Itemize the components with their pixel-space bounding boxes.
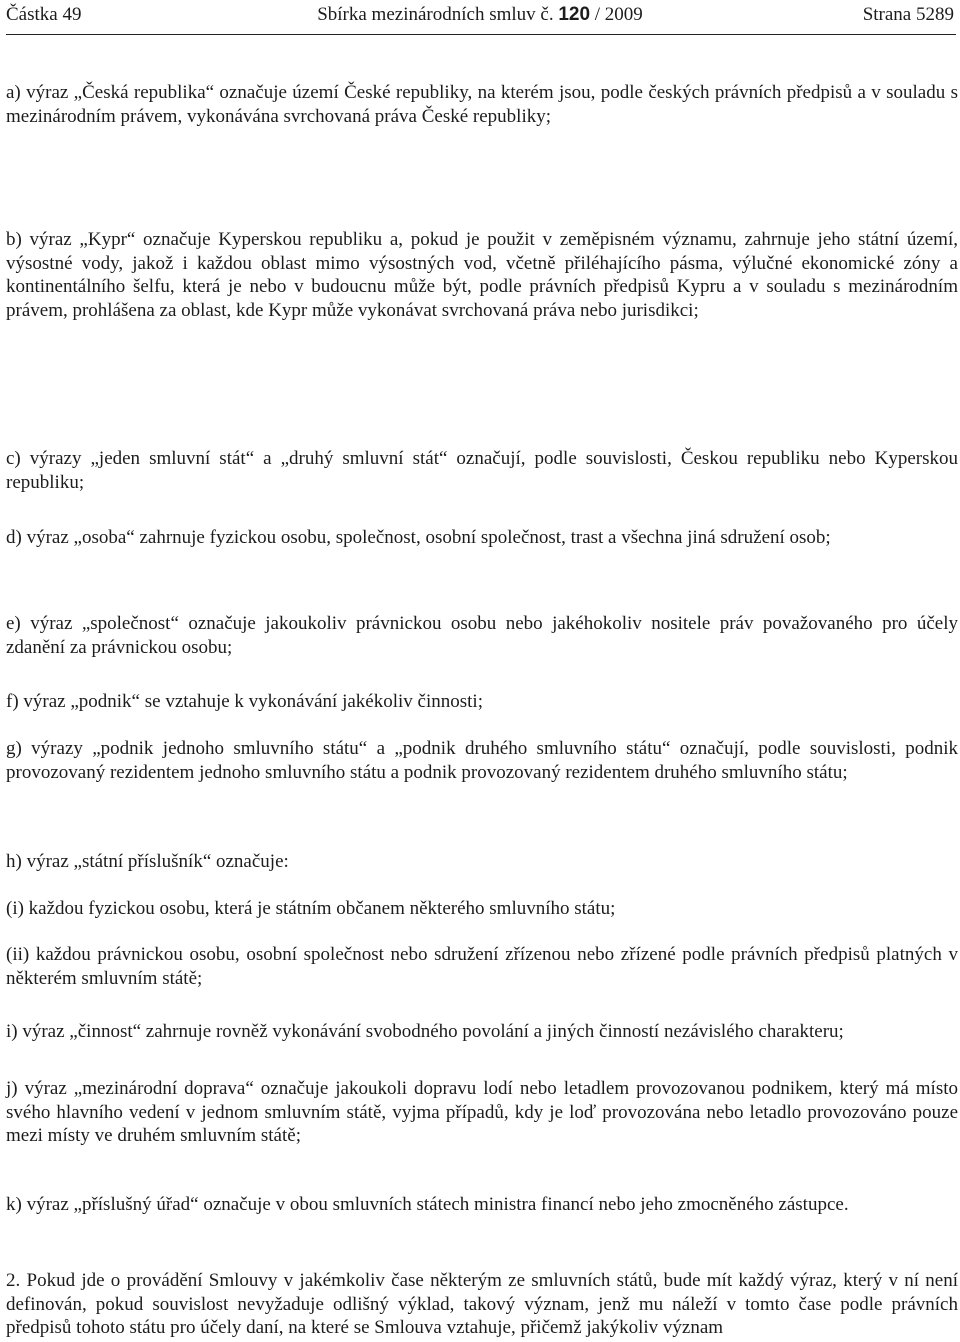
header-rule [6, 34, 956, 35]
paragraph-h: h) výraz „státní příslušník“ označuje: [6, 851, 289, 872]
paragraph-d: d) výraz „osoba“ zahrnuje fyzickou osobu, společnost, osobní společnost, trast a všechna jiná sdružení osob; [6, 527, 831, 548]
paragraph-h-ii: (ii) každou právnickou osobu, osobní společnost nebo sdružení zřízenou nebo zřízené podle právních předpisů platných v některém smluvním státě; [6, 944, 958, 989]
page-header [4, 4, 956, 28]
paragraph-2: 2. Pokud jde o provádění Smlouvy v jakémkoliv čase některým ze smluvních států, bude mít každý výraz, který v ní není definován, pokud souvislost nevyžaduje odlišný výklad, takový význam, jenž mu náleží v tomto čase podle právních předpisů tohoto státu pro účely daní, na které se Smlouva vztahuje, přičemž jakýkoliv význam [6, 1270, 958, 1338]
paragraph-f: f) výraz „podnik“ se vztahuje k vykonávání jakékoliv činnosti; [6, 691, 483, 712]
header-collection [4, 4, 956, 26]
paragraph-c: c) výrazy „jeden smluvní stát“ a „druhý smluvní stát“ označují, podle souvislosti, Českou republiku nebo Kyperskou republiku; [6, 448, 958, 493]
header-part: Částka 49 [6, 4, 82, 25]
paragraph-i: i) výraz „činnost“ zahrnuje rovněž vykonávání svobodného povolání a jiných činností nezávislého charakteru; [6, 1021, 844, 1042]
paragraph-e: e) výraz „společnost“ označuje jakoukoliv právnickou osobu nebo jakéhokoliv nositele práv považovaného pro účely zdanění za právnickou osobu; [6, 613, 958, 658]
paragraph-b: b) výraz „Kypr“ označuje Kyperskou republiku a, pokud je použit v zeměpisném významu, zahrnuje jeho státní území, výsostné vody, jakož i každou oblast mimo výsostných vod, včetně přiléhajícího pásma, výlučné ekonomické zóny a kontinentálního šelfu, která je nebo v budoucnu může být, podle právních předpisů Kypru a v souladu s mezinárodním právem, prohlášena za oblast, kde Kypr může vykonávat svrchovaná práva nebo jurisdikci; [6, 229, 958, 321]
paragraph-g: g) výrazy „podnik jednoho smluvního státu“ a „podnik druhého smluvního státu“ označují, podle souvislosti, podnik provozovaný rezidentem jednoho smluvního státu a podnik provozovaný rezidentem druhého smluvního státu; [6, 738, 958, 783]
header-page-number: Strana 5289 [862, 4, 954, 25]
paragraph-a: a) výraz „Česká republika“ označuje území České republiky, na kterém jsou, podle českých právních předpisů a v souladu s mezinárodním právem, vykonávána svrchovaná práva České republiky; [6, 82, 958, 127]
paragraph-k: k) výraz „příslušný úřad“ označuje v obou smluvních státech ministra financí nebo jeho zmocněného zástupce. [6, 1194, 849, 1215]
paragraph-j: j) výraz „mezinárodní doprava“ označuje jakoukoli dopravu lodí nebo letadlem provozovanou podnikem, který má místo svého hlavního vedení v jednom smluvním státě, vyjma případů, kdy je loď provozována nebo letadlo provozováno pouze mezi místy ve druhém smluvním státě; [6, 1078, 958, 1146]
header-collection-label: Sbírka mezinárodních smluv č. [317, 4, 554, 25]
header-collection-year: / 2009 [594, 4, 643, 25]
header-collection-number: 120 [558, 4, 591, 25]
paragraph-h-i: (i) každou fyzickou osobu, která je státním občanem některého smluvního státu; [6, 898, 616, 919]
